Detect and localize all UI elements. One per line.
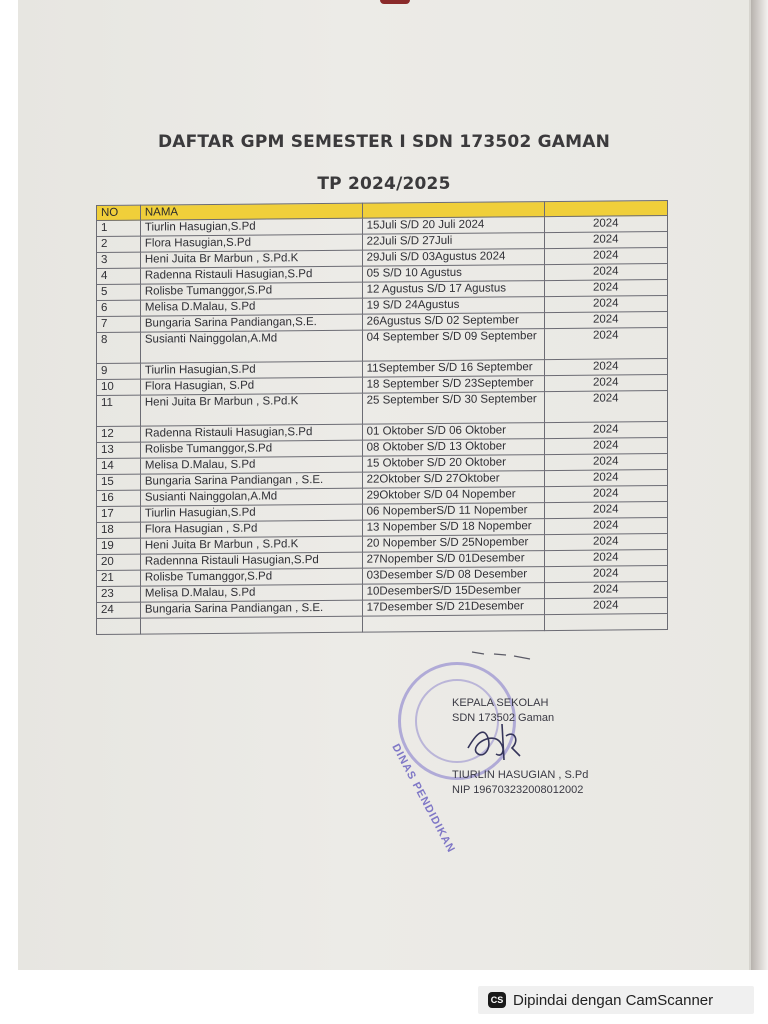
document-title: DAFTAR GPM SEMESTER I SDN 173502 GAMAN (157, 132, 611, 152)
cell-no: 6 (97, 300, 141, 316)
cell-name: Bungaria Sarina Pandiangan , S.E. (140, 472, 362, 490)
empty-cell (362, 615, 544, 633)
signature-block (452, 696, 588, 798)
camscanner-text: Dipindai dengan CamScanner (513, 991, 714, 1009)
cell-year: 2024 (544, 582, 667, 599)
cell-no: 9 (97, 363, 141, 379)
cell-period: 11September S/D 16 September (362, 360, 544, 378)
header-period (362, 202, 544, 219)
cell-year: 2024 (544, 391, 667, 423)
cell-name: Rolisbe Tumanggor,S.Pd (140, 440, 362, 458)
empty-cell (140, 616, 362, 634)
cell-name: Flora Hasugian, S.Pd (140, 377, 362, 395)
header-name: NAMA (140, 203, 362, 220)
cell-no: 13 (97, 442, 141, 458)
header-no: NO (97, 205, 141, 220)
cell-period: 04 September S/D 09 September (362, 329, 544, 362)
cell-name: Bungaria Sarina Pandiangan,S.E. (140, 314, 362, 332)
cell-no: 17 (97, 506, 141, 522)
cell-period: 29Juli S/D 03Agustus 2024 (362, 249, 544, 267)
cell-period: 17Desember S/D 21Desember (362, 599, 544, 617)
cell-year: 2024 (544, 248, 667, 265)
cell-no: 20 (97, 554, 141, 570)
header-year (544, 201, 667, 217)
cell-period: 18 September S/D 23September (362, 376, 544, 394)
cell-no: 11 (97, 395, 141, 426)
cell-period: 10DesemberS/D 15Desember (362, 583, 544, 601)
cell-no: 18 (97, 522, 141, 538)
pen-marks (470, 648, 550, 660)
signer-role: KEPALA SEKOLAH (452, 697, 549, 709)
camscanner-watermark (478, 986, 754, 1014)
cell-year: 2024 (544, 598, 667, 615)
cell-year: 2024 (544, 312, 667, 329)
cell-name: Flora Hasugian , S.Pd (140, 520, 362, 538)
cell-name: Heni Juita Br Marbun , S.Pd.K (140, 536, 362, 554)
cell-name: Heni Juita Br Marbun , S.Pd.K (140, 393, 362, 426)
cell-no: 19 (97, 538, 141, 554)
cell-name: Radenna Ristauli Hasugian,S.Pd (140, 266, 362, 284)
cell-year: 2024 (544, 375, 667, 392)
signer-school: SDN 173502 Gaman (452, 712, 555, 724)
binder-clip-mark (380, 0, 410, 4)
cell-period: 15 Oktober S/D 20 Oktober (362, 455, 544, 473)
cell-year: 2024 (544, 502, 667, 519)
table-row (97, 391, 668, 427)
cell-period: 25 September S/D 30 September (362, 392, 544, 425)
cell-year: 2024 (544, 359, 667, 376)
cell-year: 2024 (544, 296, 667, 313)
signer-name: TIURLIN HASUGIAN , S.Pd (452, 769, 589, 781)
cell-no: 10 (97, 379, 141, 395)
cell-no: 2 (97, 236, 141, 252)
cell-name: Flora Hasugian,S.Pd (140, 234, 362, 252)
cell-year: 2024 (544, 216, 667, 233)
cell-name: Radennna Ristauli Hasugian,S.Pd (140, 552, 362, 570)
cell-no: 14 (97, 458, 141, 474)
cell-no: 7 (97, 316, 141, 332)
cell-year: 2024 (544, 534, 667, 551)
cell-year: 2024 (544, 550, 667, 567)
cell-period: 19 S/D 24Agustus (362, 297, 544, 315)
cell-name: Susianti Nainggolan,A.Md (140, 488, 362, 506)
cell-period: 05 S/D 10 Agustus (362, 265, 544, 283)
cell-name: Heni Juita Br Marbun , S.Pd.K (140, 250, 362, 268)
cell-year: 2024 (544, 518, 667, 535)
cell-name: Tiurlin Hasugian,S.Pd (140, 504, 362, 522)
cell-period: 12 Agustus S/D 17 Agustus (362, 281, 544, 299)
stamp-text: DINAS PENDIDIKAN (389, 742, 458, 856)
cell-no: 15 (97, 474, 141, 490)
cell-period: 15Juli S/D 20 Juli 2024 (362, 217, 544, 235)
gpm-schedule-table (96, 200, 668, 635)
cell-name: Radenna Ristauli Hasugian,S.Pd (140, 424, 362, 442)
signer-nip: NIP 196703232008012002 (452, 784, 584, 796)
cell-no: 5 (97, 284, 141, 300)
cell-no: 24 (97, 602, 141, 618)
cell-year: 2024 (544, 328, 667, 360)
cell-year: 2024 (544, 422, 667, 439)
cell-no: 3 (97, 252, 141, 268)
empty-cell (97, 618, 141, 634)
cell-period: 22Oktober S/D 27Oktober (362, 471, 544, 489)
cell-no: 21 (97, 570, 141, 586)
cell-year: 2024 (544, 232, 667, 249)
cell-year: 2024 (544, 280, 667, 297)
cell-name: Tiurlin Hasugian,S.Pd (140, 361, 362, 379)
cell-year: 2024 (544, 486, 667, 503)
document-subtitle: TP 2024/2025 (317, 174, 451, 194)
cell-name: Tiurlin Hasugian,S.Pd (140, 218, 362, 236)
camscanner-icon: CS (488, 992, 506, 1008)
cell-no: 12 (97, 426, 141, 442)
cell-name: Bungaria Sarina Pandiangan , S.E. (140, 600, 362, 618)
cell-period: 22Juli S/D 27Juli (362, 233, 544, 251)
cell-year: 2024 (544, 470, 667, 487)
cell-period: 06 NopemberS/D 11 Nopember (362, 503, 544, 521)
cell-period: 26Agustus S/D 02 September (362, 313, 544, 331)
cell-name: Susianti Nainggolan,A.Md (140, 330, 362, 363)
cell-name: Rolisbe Tumanggor,S.Pd (140, 282, 362, 300)
cell-no: 1 (97, 220, 141, 236)
cell-year: 2024 (544, 264, 667, 281)
cell-year: 2024 (544, 438, 667, 455)
cell-period: 29Oktober S/D 04 Nopember (362, 487, 544, 505)
cell-period: 03Desember S/D 08 Desember (362, 567, 544, 585)
cell-year: 2024 (544, 566, 667, 583)
cell-no: 16 (97, 490, 141, 506)
cell-name: Melisa D.Malau, S.Pd (140, 456, 362, 474)
cell-year: 2024 (544, 454, 667, 471)
cell-no: 4 (97, 268, 141, 284)
cell-period: 01 Oktober S/D 06 Oktober (362, 423, 544, 441)
cell-name: Rolisbe Tumanggor,S.Pd (140, 568, 362, 586)
cell-no: 23 (97, 586, 141, 602)
cell-no: 8 (97, 332, 141, 363)
cell-name: Melisa D.Malau, S.Pd (140, 298, 362, 316)
cell-name: Melisa D.Malau, S.Pd (140, 584, 362, 602)
cell-period: 13 Nopember S/D 18 Nopember (362, 519, 544, 537)
cell-period: 08 Oktober S/D 13 Oktober (362, 439, 544, 457)
table-row (97, 328, 668, 364)
cell-period: 20 Nopember S/D 25Nopember (362, 535, 544, 553)
cell-period: 27Nopember S/D 01Desember (362, 551, 544, 569)
empty-cell (544, 614, 667, 631)
